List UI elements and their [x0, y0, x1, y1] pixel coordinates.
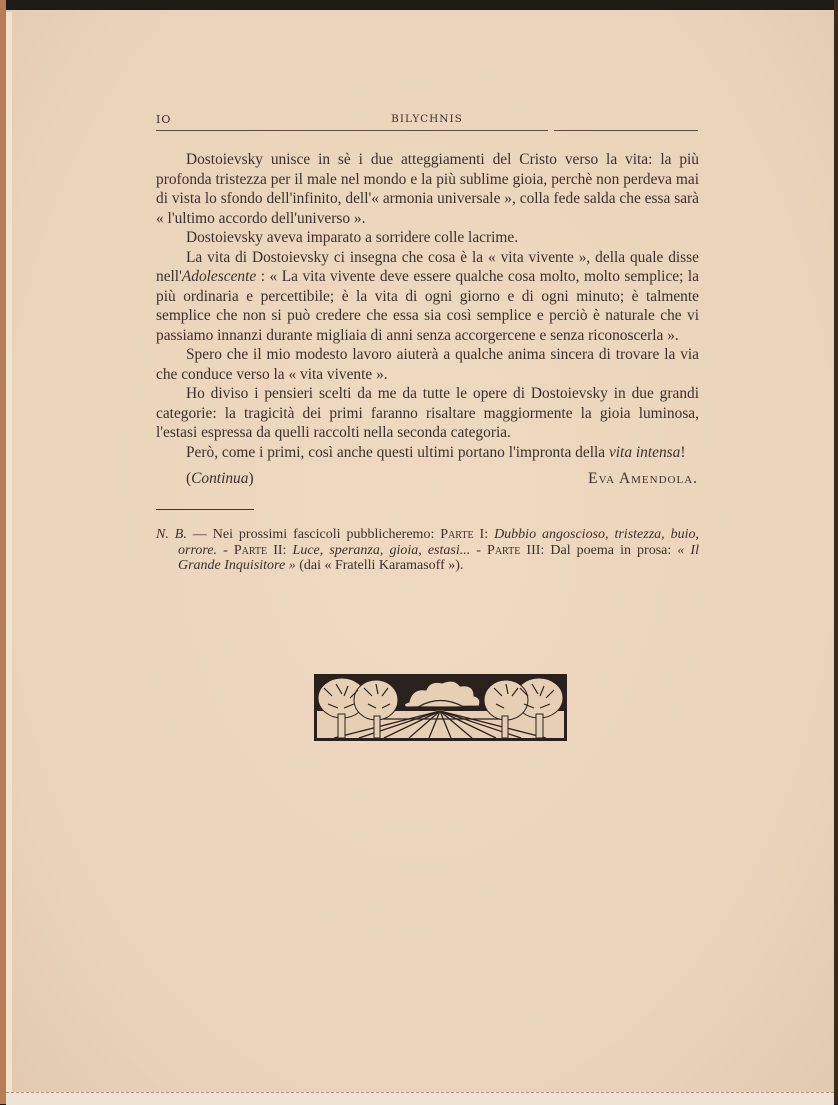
page-bottom-strip: [6, 1092, 834, 1105]
quote: : « La vita vivente deve essere qualche cosa molto, molto semplice; la più ordinaria e percettibile; è la vita di ogni giorno e di ogni minuto; è talmente semplice che non si può credere che essa sia così semplice e perciò è naturale che vi passiamo innanzi durante migliaia di anni senza accorgercene e senza riconoscerla ».: [156, 268, 699, 344]
author-name: Eva Amendola.: [588, 470, 698, 487]
italic-title: Adolescente: [181, 268, 257, 285]
note-text: [156, 527, 699, 574]
editorial-note: [156, 527, 699, 574]
text: I:: [473, 527, 495, 542]
journal-title: BILYCHNIS: [391, 113, 463, 125]
paragraph: Ho diviso i pensieri scelti da me da tutte le opere di Dostoievsky in due grandi categorie: la tragicità dei primi faranno risaltare maggiormente la gioia luminosa, l'estasi espressa da quelli raccolti nella seconda categoria.: [156, 385, 699, 441]
paragraph: [156, 248, 699, 346]
nb-label: N. B.: [156, 527, 187, 542]
paragraph: Dostoievsky aveva imparato a sorridere colle lacrime.: [186, 229, 519, 246]
paren: ): [248, 470, 254, 487]
paragraph: Dostoievsky unisce in sè i due atteggiamenti del Cristo verso la vita: la più profonda tristezza per il male nel mondo e la più sublime gioia, perchè non perdeva mai di vista lo sfondo dell'infinito, dell'« armonia universale », colla fede salda che essa sarà « l'ultimo accordo dell'universo ».: [156, 151, 699, 227]
page-number: IO: [156, 113, 172, 126]
page-right-edge: [834, 0, 838, 1104]
footnote-rule: [156, 509, 254, 510]
running-head: [156, 113, 698, 129]
paren: (: [186, 470, 192, 487]
part-title: Dubbio angoscioso, tristezza, buio, orrore.: [178, 527, 699, 558]
text: -: [217, 542, 234, 558]
part-title: « Il Grande Inquisitore »: [178, 542, 699, 573]
text: III: Dal poema in prosa:: [520, 542, 678, 558]
page-binding-strip: [6, 12, 12, 1094]
part-label: Parte: [233, 542, 268, 558]
part-label: Parte: [487, 542, 521, 558]
continua-text: Continua: [191, 470, 249, 487]
text: Però, come i primi, così anche questi ultimi portano l'impronta della: [186, 443, 609, 461]
text: !: [680, 443, 686, 461]
paragraph: [156, 443, 699, 463]
part-label: Parte: [440, 527, 474, 542]
text: II:: [267, 542, 293, 558]
header-rule-right: [554, 130, 698, 131]
woodcut-landscape-icon: [314, 674, 567, 741]
text: — Nei prossimi fascicoli pubblicheremo:: [186, 527, 441, 542]
header-rule-left: [156, 130, 548, 131]
text: -: [470, 542, 488, 558]
part-title: Luce, speranza, gioia, estasi...: [292, 542, 471, 558]
text: La vita di Dostoievsky ci insegna che cosa è la « vita vivente », della quale disse nell': [156, 248, 699, 285]
italic-text: vita intensa: [608, 443, 681, 461]
text: (dai « Fratelli Karamasoff »).: [295, 558, 464, 573]
article-body: [156, 150, 699, 462]
paragraph: Spero che il mio modesto lavoro aiuterà a qualche anima sincera di trovare la via che conduce verso la « vita vivente ».: [156, 346, 699, 383]
continua-note: [186, 470, 254, 488]
